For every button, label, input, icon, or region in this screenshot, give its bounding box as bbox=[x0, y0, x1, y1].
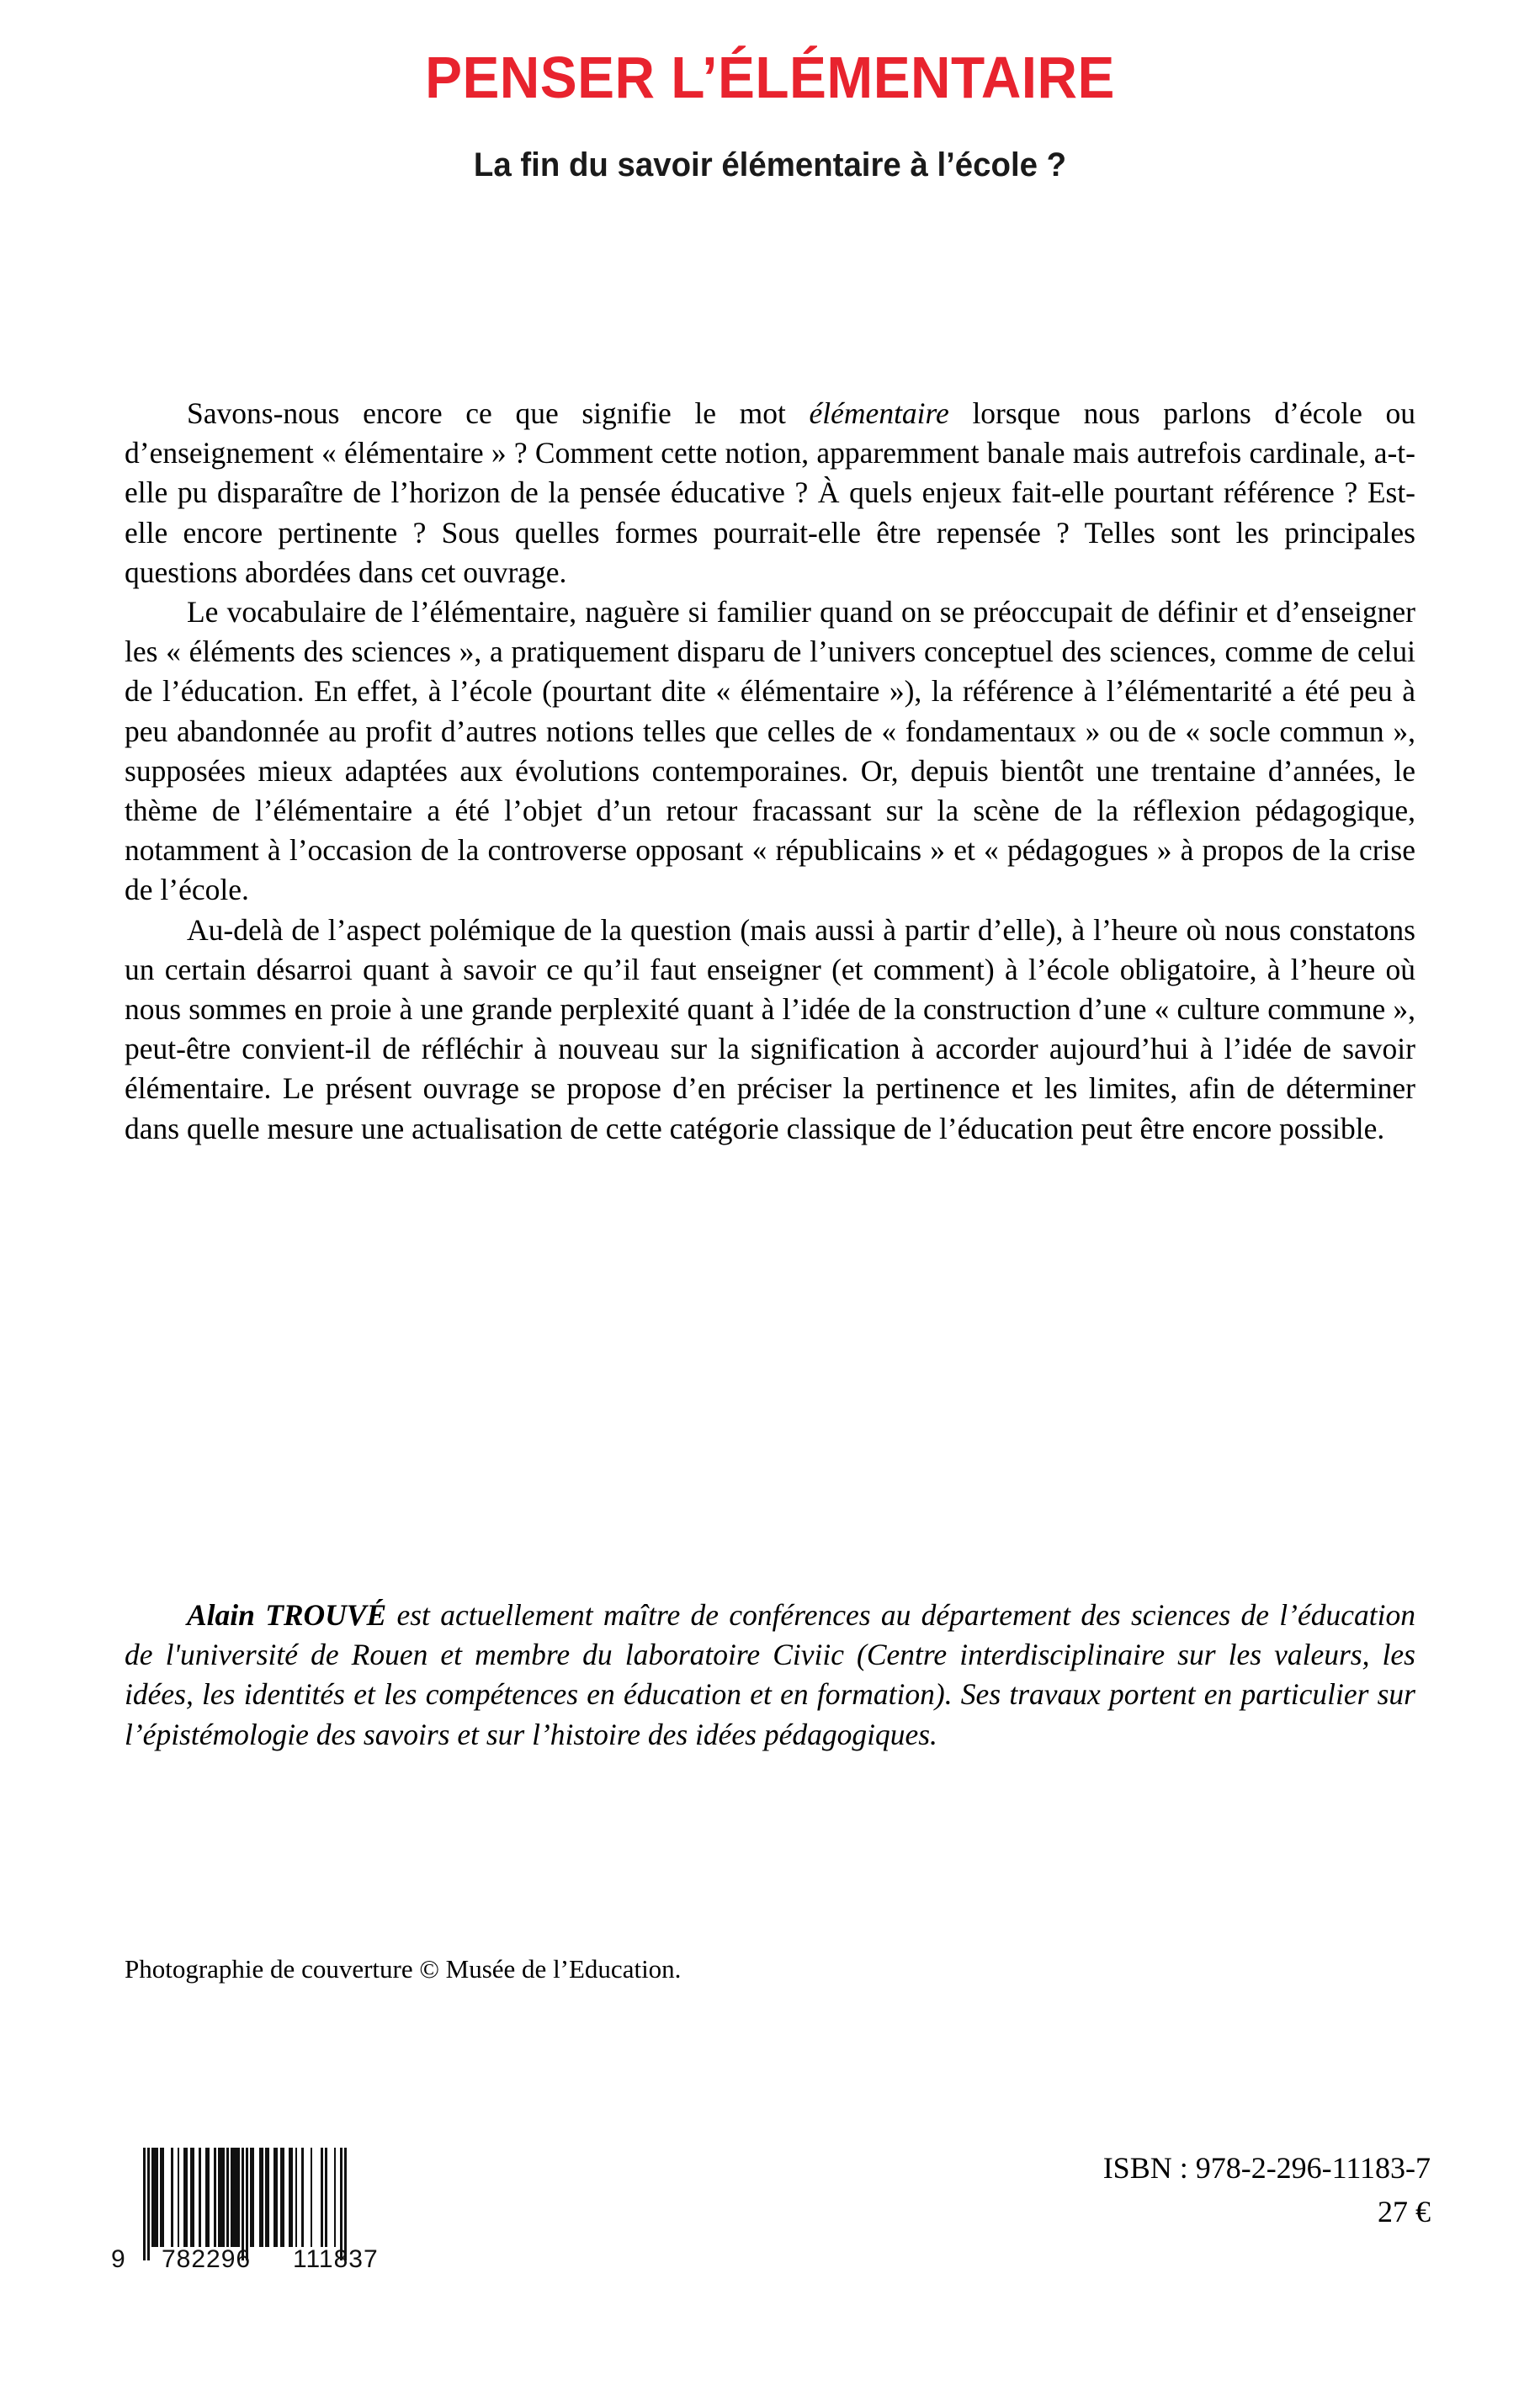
barcode-digits-left: 782296 bbox=[162, 2245, 252, 2273]
barcode-digits-right: 111837 bbox=[293, 2245, 379, 2273]
barcode-digits bbox=[109, 2245, 438, 2274]
blurb-paragraph-1 bbox=[125, 394, 1415, 592]
isbn-number: ISBN : 978-2-296-11183-7 bbox=[1102, 2151, 1431, 2185]
title-block bbox=[0, 47, 1540, 185]
blurb-p1-emphasis: élémentaire bbox=[809, 396, 949, 430]
blurb-p1-lead: Savons-nous encore ce que signifie le mot bbox=[187, 396, 810, 430]
blurb-paragraph-2: Le vocabulaire de l’élémentaire, naguère si familier quand on se préoccupait de définir et d’enseigner les « éléments des sciences », a pratiquement disparu de l’univers conceptuel des sciences, comme de celui de l’éducation. En effet, à l’école (pourtant dite « élémentaire »), la référence à l’élémentarité a été peu à peu abandonnée au profit d’autres notions telles que celles de « fondamentaux » ou de « socle commun », supposées mieux adaptées aux évolutions contemporaines. Or, depuis bientôt une trentaine d’années, le thème de l’élémentaire a été l’objet d’un retour fracassant sur la scène de la réflexion pédagogique, notamment à l’occasion de la controverse opposant « républicains » et « pédagogues » à propos de la crise de l’école. bbox=[125, 595, 1415, 907]
page-title: PENSER L’ÉLÉMENTAIRE bbox=[425, 45, 1115, 110]
footer bbox=[0, 2138, 1540, 2289]
photo-credit: Photographie de couverture © Musée de l’Education. bbox=[125, 1954, 682, 1984]
barcode-module bbox=[344, 2148, 347, 2260]
page-subtitle: La fin du savoir élémentaire à l’école ? bbox=[473, 146, 1067, 183]
blurb-p1-tail: lorsque nous parlons d’école ou d’enseignement « élémentaire » ? Comment cette notion, apparemment banale mais autrefois cardinale, a-t-elle pu disparaître de l’horizon de la pensée éducative ? À quels enjeux fait-elle pourtant référence ? Est-elle encore pertinente ? Sous quelles formes pourrait-elle être repensée ? Telles sont les principales questions abordées dans cet ouvrage. bbox=[125, 396, 1415, 589]
barcode-bars bbox=[143, 2148, 347, 2247]
author-bio bbox=[125, 1596, 1415, 1755]
author-bio-text: est actuellement maître de conférences au département des sciences de l’éducation de l'université de Rouen et membre du laboratoire Civiic (Centre interdisciplinaire sur les valeurs, les idées, les identités et les compétences en éducation et en formation). Ses travaux portent en particulier sur l’épistémologie des savoirs et sur l’histoire des idées pédagogiques. bbox=[125, 1598, 1415, 1751]
blurb-text bbox=[125, 394, 1415, 1149]
isbn-block bbox=[892, 2146, 1431, 2234]
barcode bbox=[109, 2148, 438, 2274]
price: 27 € bbox=[1378, 2195, 1431, 2228]
barcode-digit-prefix: 9 bbox=[111, 2245, 126, 2273]
blurb-paragraph-3: Au-delà de l’aspect polémique de la question (mais aussi à partir d’elle), à l’heure où nous constatons un certain désarroi quant à savoir ce qu’il faut enseigner (et comment) à l’école obligatoire, à l’heure où nous sommes en proie à une grande perplexité quant à l’idée de la construction d’une « culture commune », peut-être convient-il de réfléchir à nouveau sur la signification à accorder aujourd’hui à l’idée de savoir élémentaire. Le présent ouvrage se propose d’en préciser la pertinence et les limites, afin de déterminer dans quelle mesure une actualisation de cette catégorie classique de l’éducation peut être encore possible. bbox=[125, 912, 1415, 1145]
author-name: Alain TROUVÉ bbox=[187, 1598, 387, 1632]
